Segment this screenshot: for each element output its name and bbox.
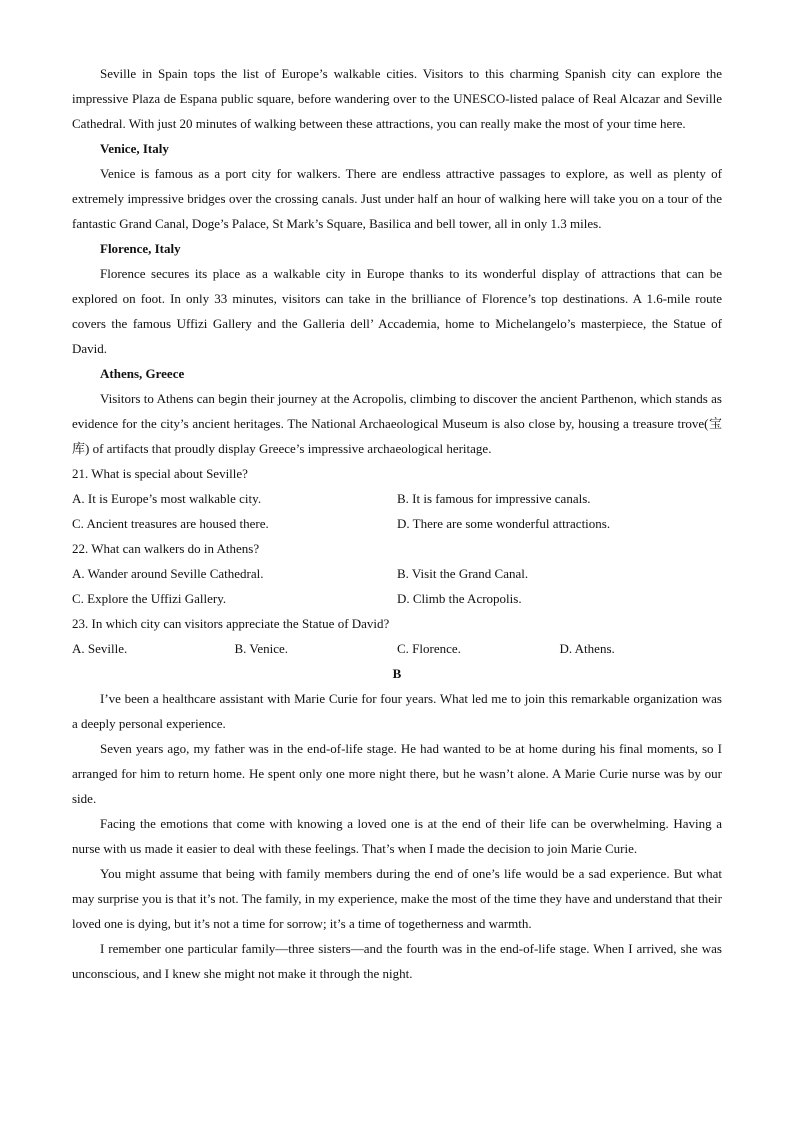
part-b-paragraph: Seven years ago, my father was in the end-of-life stage. He had wanted to be at home during his final moments, so I arranged for him to return home. He spent only one more night there, but he wasn’t alone. A Marie Curie nurse was by our side. bbox=[72, 741, 722, 806]
question-22-option-c: C. Explore the Uffizi Gallery. bbox=[72, 591, 227, 606]
question-22-options-row-2 bbox=[72, 586, 722, 611]
question-22-options-row-1 bbox=[72, 561, 722, 586]
question-23-option-b: B. Venice. bbox=[234, 641, 289, 656]
athens-paragraph: Visitors to Athens can begin their journey at the Acropolis, climbing to discover the ancient Parthenon, which stands as evidence for the city’s ancient heritages. The National Archaeological Museum is also close by, housing a treasure trove(宝库) of artifacts that proudly display Greece’s impressive archaeological heritage. bbox=[72, 391, 722, 456]
question-21-option-a: A. It is Europe’s most walkable city. bbox=[72, 491, 262, 506]
section-b-label: B bbox=[392, 666, 402, 681]
question-21-option-d: D. There are some wonderful attractions. bbox=[397, 516, 611, 531]
athens-heading: Athens, Greece bbox=[100, 366, 185, 381]
venice-heading: Venice, Italy bbox=[100, 141, 169, 156]
seville-paragraph: Seville in Spain tops the list of Europe’s walkable cities. Visitors to this charming Spanish city can explore the impressive Plaza de Espana public square, before wandering over to the UNESCO-listed palace of Real Alcazar and Seville Cathedral. With just 20 minutes of walking between these attractions, you can really make the most of your time here. bbox=[72, 66, 722, 131]
part-b-paragraph: I’ve been a healthcare assistant with Marie Curie for four years. What led me to join this remarkable organization was a deeply personal experience. bbox=[72, 691, 722, 731]
document-content bbox=[72, 61, 722, 986]
florence-heading: Florence, Italy bbox=[100, 241, 181, 256]
part-b-paragraph: You might assume that being with family members during the end of one’s life would be a sad experience. But what may surprise you is that it’s not. The family, in my experience, make the most of the time they have and understand that their loved one is dying, but it’s not a time for sorrow; it’s a time of togetherness and warmth. bbox=[72, 866, 722, 931]
question-21-stem: 21. What is special about Seville? bbox=[72, 466, 248, 481]
venice-paragraph: Venice is famous as a port city for walkers. There are endless attractive passages to explore, as well as plenty of extremely impressive bridges over the crossing canals. Just under half an hour of walking here will take you on a tour of the fantastic Grand Canal, Doge’s Palace, St Mark’s Square, Basilica and bell tower, all in only 1.3 miles. bbox=[72, 166, 722, 231]
question-21-option-c: C. Ancient treasures are housed there. bbox=[72, 516, 269, 531]
question-22-stem: 22. What can walkers do in Athens? bbox=[72, 541, 260, 556]
question-22-option-d: D. Climb the Acropolis. bbox=[397, 591, 522, 606]
question-22-option-a: A. Wander around Seville Cathedral. bbox=[72, 566, 264, 581]
florence-paragraph: Florence secures its place as a walkable city in Europe thanks to its wonderful display of attractions that can be explored on foot. In only 33 minutes, visitors can take in the brilliance of Florence’s top destinations. A 1.6-mile route covers the famous Uffizi Gallery and the Galleria dell’ Accademia, home to Michelangelo’s masterpiece, the Statue of David. bbox=[72, 266, 722, 356]
question-21-option-b: B. It is famous for impressive canals. bbox=[397, 491, 591, 506]
question-21-options-row-1 bbox=[72, 486, 722, 511]
question-23-option-d: D. Athens. bbox=[559, 641, 615, 656]
part-b-paragraph: I remember one particular family—three sisters—and the fourth was in the end-of-life stage. When I arrived, she was unconscious, and I knew she might not make it through the night. bbox=[72, 941, 722, 981]
question-22-option-b: B. Visit the Grand Canal. bbox=[397, 566, 529, 581]
question-23-stem: 23. In which city can visitors appreciate the Statue of David? bbox=[72, 616, 390, 631]
question-23-options-row bbox=[72, 636, 722, 661]
question-21-options-row-2 bbox=[72, 511, 722, 536]
question-23-option-a: A. Seville. bbox=[72, 641, 128, 656]
question-23-option-c: C. Florence. bbox=[397, 641, 461, 656]
part-b-paragraph: Facing the emotions that come with knowing a loved one is at the end of their life can be overwhelming. Having a nurse with us made it easier to deal with these feelings. That’s when I made the decision to join Marie Curie. bbox=[72, 816, 722, 856]
